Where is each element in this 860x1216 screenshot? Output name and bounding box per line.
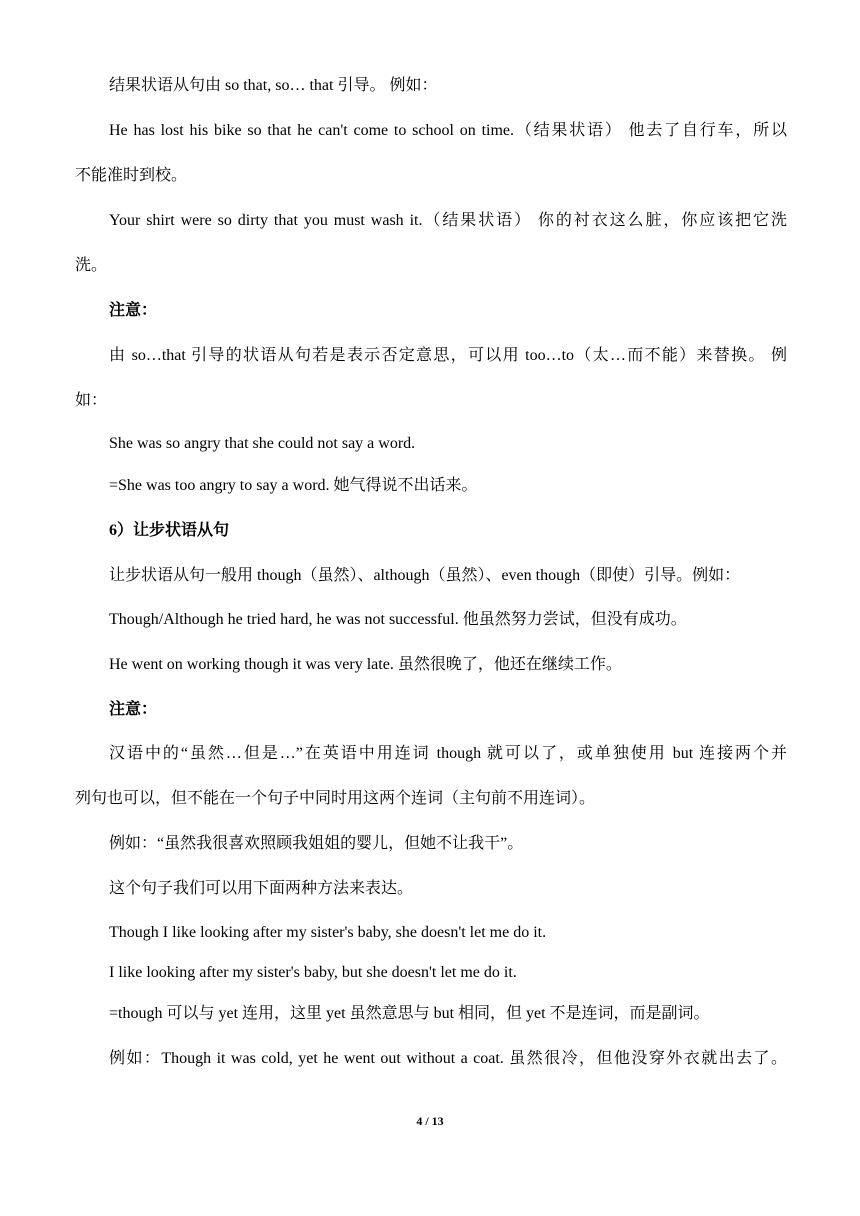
example-line: 例如：Though it was cold, yet he went out without a coat. 虽然很冷，但他没穿外衣就出去了。: [109, 1050, 787, 1067]
section-heading: 6）让步状语从句: [109, 522, 230, 539]
paragraph-line: 例如：“虽然我很喜欢照顾我姐姐的婴儿，但她不让我干”。: [109, 835, 524, 852]
paragraph-line: 汉语中的“虽然…但是…”在英语中用连词 though 就可以了，或单独使用 but 连接两个并: [109, 745, 787, 762]
example-line: Though/Although he tried hard, he was not successful. 他虽然努力尝试，但没有成功。: [109, 611, 687, 628]
paragraph-line: 让步状语从句一般用 though（虽然）、although（虽然）、even though（即使）引导。例如：: [109, 567, 741, 584]
note-heading: 注意：: [109, 701, 158, 718]
paragraph-line: He has lost his bike so that he can't come to school on time.（结果状语） 他去了自行车，所以: [109, 122, 787, 139]
paragraph-line: 如：: [75, 392, 108, 409]
paragraph-line: 由 so…that 引导的状语从句若是表示否定意思，可以用 too…to（太…而不能）来替换。 例: [109, 347, 787, 364]
example-line: Though I like looking after my sister's baby, she doesn't let me do it.: [109, 924, 547, 941]
paragraph-line: =though 可以与 yet 连用，这里 yet 虽然意思与 but 相同，但 yet 不是连词，而是副词。: [109, 1005, 710, 1022]
example-line: He went on working though it was very late. 虽然很晚了，他还在继续工作。: [109, 656, 622, 673]
paragraph-line: 结果状语从句由 so that, so… that 引导。 例如：: [109, 77, 438, 94]
note-heading: 注意：: [109, 302, 158, 319]
example-line: I like looking after my sister's baby, but she doesn't let me do it.: [109, 964, 517, 981]
paragraph-line: 这个句子我们可以用下面两种方法来表达。: [109, 880, 414, 897]
page-number: 4 / 13: [416, 1114, 444, 1128]
example-line: =She was too angry to say a word. 她气得说不出话来。: [109, 477, 478, 494]
paragraph-line: 洗。: [75, 257, 108, 274]
paragraph-line: Your shirt were so dirty that you must wash it.（结果状语） 你的衬衣这么脏，你应该把它洗: [109, 212, 787, 229]
example-line: She was so angry that she could not say a word.: [109, 435, 416, 452]
paragraph-line: 列句也可以，但不能在一个句子中同时用这两个连词（主句前不用连词）。: [75, 790, 596, 807]
paragraph-line: 不能准时到校。: [75, 167, 188, 184]
